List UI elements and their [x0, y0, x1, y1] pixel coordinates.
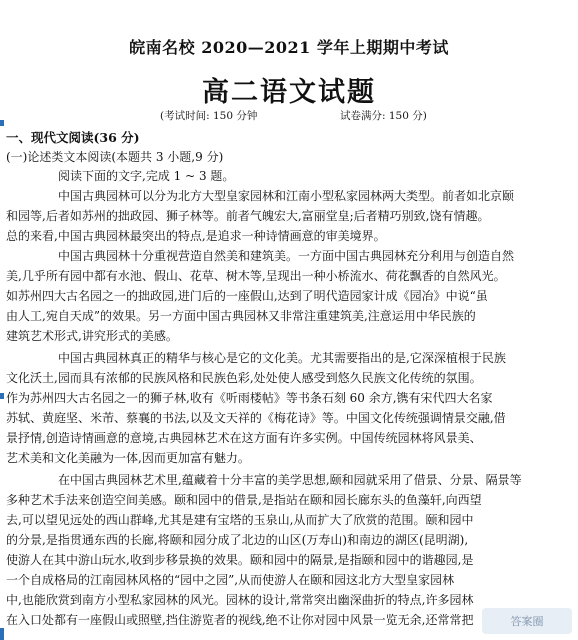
text-line: 由人工,宛自天成”的效果。另一方面中国古典园林又非常注重建筑美,注意运用中华民族的 [6, 309, 476, 323]
text-line: 中,也能欣赏到南方小型私家园林的风光。园林的设计,常常突出幽深曲折的特点,许多园林 [6, 593, 474, 607]
text-line: 多种艺术手法来创造空间美感。颐和园中的借景,是指站在颐和园长廊东头的鱼藻轩,向西望 [6, 493, 482, 507]
school-title: 皖南名校 2020—2021 学年上期期中考试 [129, 38, 449, 57]
subsection-title: (一)论述类文本阅读(本题共 3 小题,9 分) [6, 150, 224, 164]
text-line: 中国古典园林十分重视营造自然美和建筑美。一方面中国古典园林充分利用与创造自然 [58, 249, 515, 263]
text-line: 使游人在其中游山玩水,收到步移景换的效果。颐和园中的隔景,是指颐和园中的谐趣园,是 [6, 553, 474, 567]
watermark-text: 答案圈 [510, 615, 544, 628]
text-line: 在中国古典园林艺术里,蕴藏着十分丰富的美学思想,颐和园就采用了借景、分景、隔景等 [58, 473, 522, 487]
text-line: 建筑艺术形式,讲究形式的美感。 [6, 329, 178, 343]
text-line: 文化沃土,园而具有浓郁的民族风格和民族色彩,处处使人感受到悠久民族文化传统的氛围。 [6, 371, 482, 385]
left-margin-marker [0, 120, 4, 126]
text-line: 中国古典园林真正的精华与核心是它的文化美。尤其需要指出的是,它深深植根于民族 [58, 351, 506, 365]
text-line: 和园等,后者如苏州的拙政园、狮子林等。前者气魄宏大,富丽堂皇;后者精巧别致,饶有情趣。 [6, 209, 490, 223]
text-line: 艺术美和文化美融为一体,因而更加富有魅力。 [6, 451, 250, 465]
left-margin-marker [0, 628, 4, 640]
text-line: 去,可以望见远处的西山群峰,尤其是建有宝塔的玉泉山,从而扩大了欣赏的范围。颐和园中 [6, 513, 474, 527]
text-line: 苏轼、黄庭坚、米芾、蔡襄的书法,以及文天祥的《梅花诗》等。中国文化传统强调情景交融,借 [6, 411, 506, 425]
text-line: 作为苏州四大古名园之一的狮子林,收有《听雨楼帖》等书条石刻 60 余方,镌有宋代四大名家 [6, 391, 493, 405]
section-title: 一、现代文阅读(36 分) [6, 130, 140, 145]
text-line: 在入口处都有一座假山或照壁,挡住游览者的视线,绝不让你对园中风景一览无余,还常常把 [6, 613, 474, 627]
exam-time: (考试时间: 150 分钟 [160, 110, 258, 122]
text-line: 如苏州四大古名园之一的拙政园,进门后的一座假山,达到了明代造园家计成《园冶》中说“虽 [6, 289, 488, 303]
exam-title: 高二语文试题 [202, 77, 376, 108]
text-line: 总的来看,中国古典园林最突出的特点,是追求一种诗情画意的审美境界。 [6, 229, 386, 243]
text-line: 阅读下面的文字,完成 1 ~ 3 题。 [58, 169, 235, 183]
text-line: 的分景,是指贯通东西的长廊,将颐和园分成了北边的山区(万寿山)和南边的湖区(昆明湖), [6, 533, 469, 547]
watermark-logo [482, 608, 572, 634]
text-line: 一个自成格局的江南园林风格的“园中之园”,从而使游人在颐和园这北方大型皇家园林 [6, 573, 455, 587]
left-margin-marker [0, 393, 4, 399]
text-line: 中国古典园林可以分为北方大型皇家园林和江南小型私家园林两大类型。前者如北京颐 [58, 189, 515, 203]
text-line: 景抒情,创造诗情画意的意境,古典园林艺术在这方面有许多实例。中国传统园林将风景美、 [6, 431, 482, 445]
text-line: 美,几乎所有园中都有水池、假山、花草、树木等,呈现出一种小桥流水、荷花飘香的自然风光。 [6, 269, 506, 283]
full-score: 试卷满分: 150 分) [340, 110, 427, 122]
